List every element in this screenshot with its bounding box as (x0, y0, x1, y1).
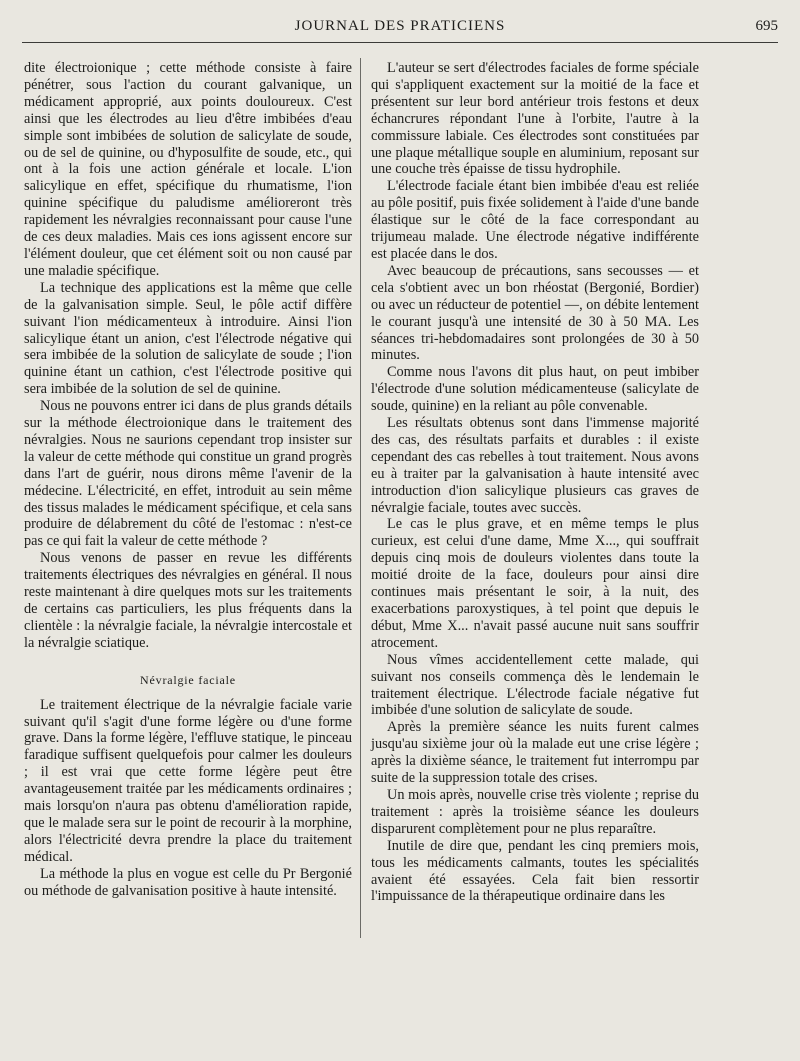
section-heading: Névralgie faciale (140, 672, 236, 687)
running-header (22, 18, 778, 40)
paragraph: Les résultats obtenus sont dans l'immense majorité des cas, des résultats parfaits et durables : il existe cependant des cas rebelles à tout traitement. Nous avons eu à traiter par la galvanisation à haute intensité avec introduction d'ion salicylique plusieurs cas graves de névralgie faciale, toutes avec succès. (371, 415, 699, 516)
left-column (24, 60, 352, 900)
paragraph: L'électrode faciale étant bien imbibée d'eau est reliée au pôle positif, puis fixée solidement à l'aide d'une bande élastique sur le côté de la face correspondant au trijumeau malade. Une électrode négative indifférente est placée dans le dos. (371, 178, 699, 262)
paragraph: Nous venons de passer en revue les différents traitements électriques des névralgies en général. Il nous reste maintenant à dire quelques mots sur les traitements de certains cas particuliers, les plus fréquents dans la clientèle : la névralgie faciale, la névralgie intercostale et la névralgie sciatique. (24, 550, 352, 651)
page-number: 695 (755, 18, 778, 34)
paragraph: dite électroionique ; cette méthode consiste à faire pénétrer, sous l'action du courant galvanique, un médicament approprié, aux points douloureux. C'est ainsi que les électrodes au lieu d'être imbibées d'eau simple sont imbibées de solution de salicylate de soude, ou de sel de quinine, ou d'hyposulfite de soude, etc., qui ont à la fois une action générale et locale. L'ion salicylique en effet, spécifique du rhumatisme, l'ion quinine spécifique du paludisme amélioreront très rapidement les névralgies reconnaissant pour cause l'une de ces deux maladies. Mais ces ions agissent encore sur l'élément douleur, que cet élément soit ou non causé par une maladie spécifique. (24, 60, 352, 279)
paragraph: Après la première séance les nuits furent calmes jusqu'au sixième jour où la malade eut une crise légère ; après la dixième séance, le traitement fut interrompu par suite de la suppression totale des crises. (371, 719, 699, 787)
paragraph: La technique des applications est la même que celle de la galvanisation simple. Seul, le pôle actif diffère suivant l'ion médicamenteux à introduire. Ainsi l'ion salicylique étant un anion, c'est l'électrode négative qui sera imbibée de la solution de salicylate de soude ; l'ion quinine étant un cathion, c'est l'électrode positive qui sera imbibée de la solution de sel de quinine. (24, 279, 352, 398)
paragraph: Inutile de dire que, pendant les cinq premiers mois, tous les médicaments calmants, toutes les spécialités avaient été essayées. Cela fait bien ressortir l'impuissance de la thérapeutique ordinaire dans les (371, 837, 699, 905)
paragraph: Le cas le plus grave, et en même temps le plus curieux, est celui d'une dame, Mme X..., qui souffrait depuis cinq mois de douleurs violentes dans toute la moitié droite de la face, douleurs pour ainsi dire continues mais présentant le soir, à la nuit, des exacerbations paroxystiques, à tel point que depuis le début, Mme X... n'avait passé aucune nuit sans souffrir atrocement. (371, 516, 699, 651)
journal-title: JOURNAL DES PRATICIENS (294, 18, 506, 34)
paragraph: Un mois après, nouvelle crise très violente ; reprise du traitement : après la troisième séance les douleurs disparurent complètement pour ne plus reparaître. (371, 786, 699, 837)
paragraph: Nous ne pouvons entrer ici dans de plus grands détails sur la méthode électroionique dans le traitement des névralgies. Nous ne saurions cependant trop insister sur la valeur de cette méthode qui constitue un grand progrès dans l'art de guérir, nous dirons même l'avenir de la médecine. L'électricité, en effet, introduit au sein même des tissus malades le médicament spécifique, et cela sans produire de délabrement du côté de l'estomac : n'est-ce pas ce qui fait la valeur de cette méthode ? (24, 398, 352, 550)
paragraph: Le traitement électrique de la névralgie faciale varie suivant qu'il s'agit d'une forme légère ou d'une forme grave. Dans la forme légère, l'effluve statique, le pinceau faradique suffisent quelquefois pour calmer les douleurs ; il est vrai que cette forme légère peut être avantageusement traitée par les médicaments ordinaires ; mais lorsqu'on n'aura pas obtenu d'amélioration rapide, que le malade sera sur le point de recourir à la morphine, alors l'électricité devra prendre la place du traitement médical. (24, 696, 352, 865)
paragraph: L'auteur se sert d'électrodes faciales de forme spéciale qui s'appliquent exactement sur la moitié de la face et présentent sur leur bord antérieur trois festons et deux échancrures répondant l'une à l'orbite, l'autre à la commissure labiale. Ces électrodes sont constituées par une plaque métallique souple en aluminium, reposant sur une couche très épaisse de tissu hydrophile. (371, 60, 699, 178)
right-column (371, 60, 699, 905)
header-rule (22, 42, 778, 43)
paragraph: Comme nous l'avons dit plus haut, on peut imbiber l'électrode d'une solution médicamenteuse (salicylate de soude, quinine) en la reliant au pôle convenable. (371, 364, 699, 415)
column-divider (360, 58, 361, 938)
paragraph: Avec beaucoup de précautions, sans secousses — et cela s'obtient avec un bon rhéostat (Bergonié, Bordier) ou avec un réducteur de potentiel —, on débite lentement le courant jusqu'à une intensité de 30 à 50 MA. Les séances tri-hebdomadaires sont prolongées de 30 à 50 minutes. (371, 262, 699, 364)
paragraph: Nous vîmes accidentellement cette malade, qui suivant nos conseils commença dès le lendemain le traitement électrique. L'électrode faciale négative fut imbibée d'une solution de salicylate de soude. (371, 651, 699, 719)
paragraph: La méthode la plus en vogue est celle du Pr Bergonié ou méthode de galvanisation positive à haute intensité. (24, 865, 352, 899)
